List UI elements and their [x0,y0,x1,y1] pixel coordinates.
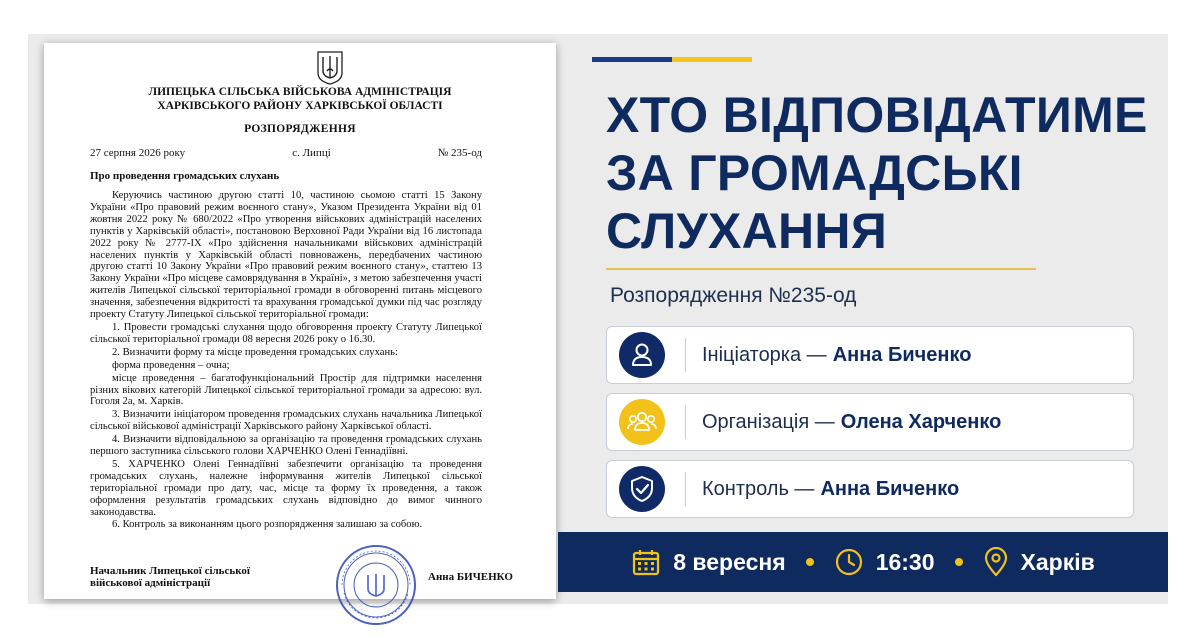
card-role: Контроль — [702,477,815,500]
card-person-name: Анна Биченко [832,343,972,366]
paragraph-preamble: Керуючись частиною другою статті 10, частиною сьомою статті 15 Закону України «Про правовий режим воєнного стану», Указом Президента України від 01 жовтня 2022 року № 680/2022 «Про утворення військових адміністрацій населених пунктів у Харківській області», постановою Верховної Ради України від 16 листопада 2022 року № 2777-IX «Про здійснення начальниками військових адміністрацій населених пунктів у Харківській області повноважень, передбачених частиною другою статті 10 Закону України «Про правовий режим воєнного стану», статтею 13 Закону України «Про місцеве самоврядування в Україні», з метою забезпечення участі жителів Липецької сільської територіальної громади в обговоренні питань місцевого значення, забезпечення відкритості та врахування громадської думки під час розгляду проекту Статуту Липецької сільської територіальної громади: [90,190,482,321]
card-person-name: Олена Харченко [840,410,1002,433]
paragraph-6: 6. Контроль за виконанням цього розпорядження залишаю за собою. [112,519,423,531]
official-seal-stamp [334,543,418,627]
card-divider [685,405,686,439]
person-icon [619,332,665,378]
card-organizer [606,393,1134,451]
org-line-2: ХАРКІВСЬКОГО РАЙОНУ ХАРКІВСЬКОЇ ОБЛАСТІ [157,100,443,112]
document-body [90,190,482,532]
document-date: 27 серпня 2026 року [90,147,186,159]
headline-line-3: СЛУХАННЯ [606,203,888,259]
flag-stripe-blue [592,57,672,62]
card-divider [685,472,686,506]
document-type: РОЗПОРЯДЖЕННЯ [244,123,356,135]
order-number: Розпорядження №235-од [610,284,857,307]
event-date: 8 вересня [673,548,786,575]
org-line-1: ЛИПЕЦЬКА СІЛЬСЬКА ВІЙСЬКОВА АДМІНІСТРАЦІЯ [148,86,452,98]
paragraph-4: 4. Визначити відповідальною за організацію та проведення громадських слухань першого заступника сільського голови ХАРЧЕНКО Олені Геннадіївні. [90,434,482,458]
paragraph-1: 1. Провести громадські слухання щодо обговорення проекту Статуту Липецької сільської територіальної громади 08 вересня 2026 року о 16.30. [90,321,482,345]
event-city: Харків [1020,548,1095,575]
event-time: 16:30 [875,548,935,575]
signer-title [90,565,250,589]
group-icon [619,399,665,445]
document-place: с. Липці [292,147,331,159]
calendar-icon [631,547,661,577]
order-document [44,43,556,599]
signer-title-line-1: Начальник Липецької сільської [90,565,250,577]
paragraph-2-form: форма проведення – очна; [112,359,230,371]
paragraph-2-place: місце проведення – багатофункціональний Простір для підтримки населення різних вікових категорій Липецької сільської територіальної громади за адресою: вул. Гоголя 2а, м. Харків. [90,372,482,408]
flag-stripe-yellow [672,57,752,62]
organization-header [44,85,556,113]
card-control [606,460,1134,518]
card-divider [685,338,686,372]
coat-of-arms-icon [317,51,343,85]
document-subject: Про проведення громадських слухань [90,170,280,182]
headline-line-1: ХТО ВІДПОВІДАТИМЕ [606,87,1148,143]
clock-icon [834,547,864,577]
paragraph-5: 5. ХАРЧЕНКО Олені Геннадіївні забезпечити організацію та проведення громадських слухань, належне інформування жителів Липецької сільської територіальної громади про дату, час, місце та форму їх проведення, а також оформлення результатів громадських слухань відповідно до вимог чинного законодавства. [90,458,482,518]
card-initiator [606,326,1134,384]
location-pin-icon [983,547,1009,577]
signer-title-line-2: військової адміністрації [90,577,211,589]
paragraph-3: 3. Визначити ініціатором проведення громадських слухань начальника Липецької сільської військової адміністрації Харківського району Харківської області. [90,409,482,433]
separator-dot [955,558,963,566]
card-role: Організація — [702,410,835,433]
separator-dot [806,558,814,566]
headline [606,86,1146,260]
card-person-name: Анна Биченко [820,477,960,500]
document-meta [90,147,482,159]
headline-divider [606,268,1036,270]
event-info-bar [558,532,1168,592]
signer-name: Анна БИЧЕНКО [428,571,513,583]
paragraph-2: 2. Визначити форму та місце проведення громадських слухань: [112,346,398,358]
document-number: № 235-од [437,147,482,159]
shield-check-icon [619,466,665,512]
headline-line-2: ЗА ГРОМАДСЬКІ [606,145,1023,201]
card-role: Ініціаторка — [702,343,827,366]
